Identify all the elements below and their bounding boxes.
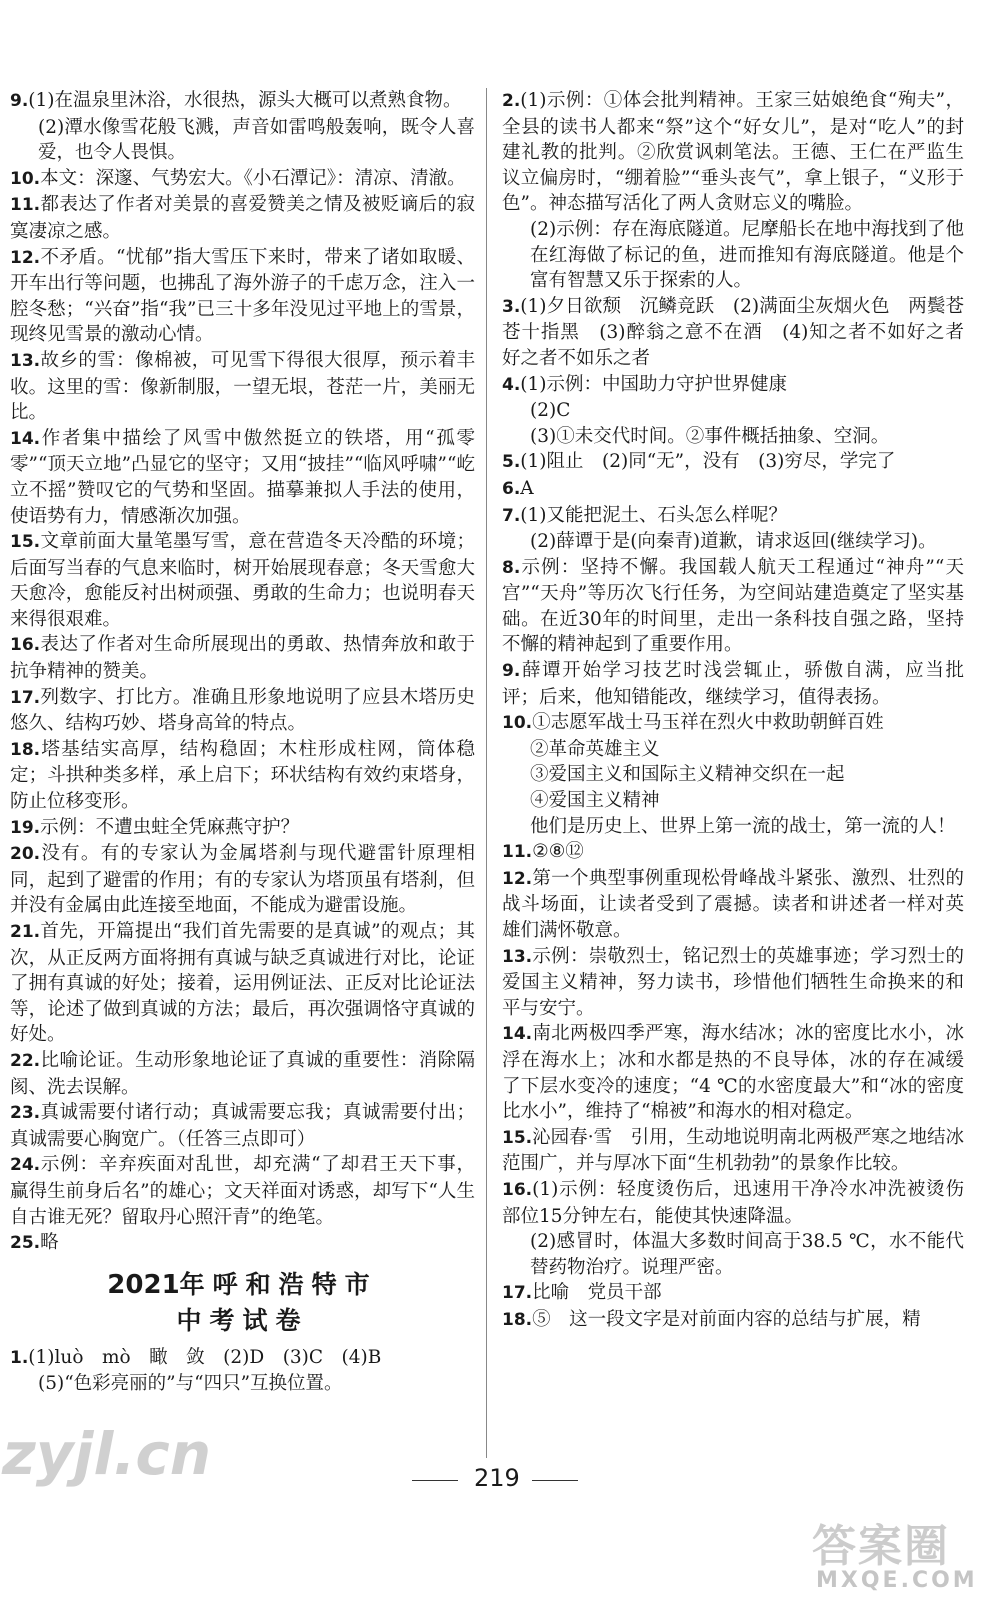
answer-text: 本文：深邃、气势宏大。《小石潭记》：清凉、清澈。 bbox=[40, 167, 466, 189]
answer-text: (1)阻止 (2)同“无”，没有 (3)穷尽，学完了 bbox=[520, 451, 896, 473]
answer-text: (2)C bbox=[530, 400, 571, 422]
section-title-line1 bbox=[10, 1267, 475, 1303]
answer-number: 14. bbox=[10, 428, 41, 449]
answer-text: 都表达了作者对美景的喜爱赞美之情及被贬谪后的寂寞凄凉之感。 bbox=[10, 194, 475, 242]
answer-number: 7. bbox=[502, 505, 521, 526]
answer-text: ⑤ 这一段文字是对前面内容的总结与扩展，精 bbox=[532, 1308, 921, 1330]
answer-number: 12. bbox=[10, 247, 41, 268]
answer-number: 14. bbox=[502, 1024, 533, 1045]
answer-number: 23. bbox=[10, 1103, 41, 1124]
answer-item bbox=[10, 1230, 475, 1257]
answer-text: (1)示例：轻度烫伤后，迅速用干净冷水冲洗被烫伤部位15分钟左右，能使其快速降温。 bbox=[502, 1178, 964, 1227]
answer-text: 略 bbox=[40, 1232, 59, 1254]
answer-item bbox=[502, 944, 964, 1022]
answer-item bbox=[502, 88, 964, 217]
answer-item bbox=[502, 814, 964, 840]
answer-text: (1)示例：①体会批判精神。王家三姑娘绝食“殉夫”，全县的读书人都来“祭”这个“好女儿”，是对“吃人”的封建礼教的批判。②欣赏讽刺笔法。王德、王仁在严监生议立偏房时，“绷着脸”“垂头丧气”，拿上银子，“义形于色”。神态描写活化了两人贪财忘义的嘴脸。 bbox=[502, 90, 964, 215]
left-column bbox=[10, 88, 475, 1397]
answer-number: 6. bbox=[502, 478, 521, 499]
answer-text: 没有。有的专家认为金属塔刹与现代避雷针原理相同，起到了避雷的作用；有的专家认为塔顶虽有塔刹，但并没有金属由此连接至地面，不能成为避雷设施。 bbox=[10, 843, 475, 917]
answer-number: 16. bbox=[10, 635, 41, 656]
watermark-left: zyjl.cn bbox=[2, 1420, 212, 1488]
answer-text: 示例：坚持不懈。我国载人航天工程通过“神舟”“天宫”“天舟”等历次飞行任务，为空间站建造奠定了坚实基础。在近30年的时间里，走出一条科技自强之路，坚持不懈的精神起到了重要作用。 bbox=[502, 556, 964, 656]
answer-text: A bbox=[520, 477, 534, 499]
answer-number: 20. bbox=[10, 844, 41, 865]
right-column bbox=[502, 88, 983, 1334]
answer-text: 首先，开篇提出“我们首先需要的是真诚”的观点；其次，从正反两方面将拥有真诚与缺乏真诚进行对比，论证了拥有真诚的好处；接着，运用例证法、正反对比论证法等，论述了做到真诚的方法；最后，再次强调恪守真诚的好处。 bbox=[10, 921, 475, 1046]
answer-item bbox=[10, 632, 475, 684]
answer-item bbox=[502, 503, 964, 530]
answer-item bbox=[502, 449, 964, 476]
answer-number: 3. bbox=[502, 296, 521, 317]
answer-number: 1. bbox=[10, 1347, 29, 1368]
answer-item bbox=[10, 841, 475, 919]
footer-rule-left bbox=[412, 1480, 458, 1481]
answer-text: (1)在温泉里沐浴，水很热，源头大概可以煮熟食物。 bbox=[28, 90, 462, 111]
answer-text: (2)感冒时，体温大多数时间高于38.5 ℃，水不能代替药物治疗。说理严密。 bbox=[530, 1231, 964, 1278]
answer-number: 16. bbox=[502, 1179, 533, 1200]
answer-number: 22. bbox=[10, 1050, 41, 1071]
answer-item bbox=[502, 1177, 964, 1229]
answer-text: (1)夕日欲颓 沉鳞竞跃 (2)满面尘灰烟火色 两鬓苍苍十指黑 (3)醉翁之意不在酒 (4)知之者不如好之者 好之者不如乐之者 bbox=[502, 295, 983, 369]
answer-item bbox=[10, 1345, 475, 1372]
answer-text: (2)薛谭于是(向秦青)道歉，请求返回(继续学习)。 bbox=[530, 531, 937, 553]
section-year: 2021 bbox=[107, 1269, 180, 1300]
answer-number: 5. bbox=[502, 452, 521, 473]
answer-text: (2)潭水像雪花般飞溅，声音如雷鸣般轰响，既令人喜爱，也令人畏惧。 bbox=[38, 116, 475, 164]
answer-text: 南北两极四季严寒，海水结冰；冰的密度比水小，冰浮在海水上；冰和水都是热的不良导体，冰的存在减缓了下层水变冷的速度；“4 ℃的水密度最大”和“冰的密度比水小”，维持了“棉被”和海水的相对稳定。 bbox=[502, 1023, 964, 1123]
answer-item bbox=[502, 737, 964, 763]
answer-number: 9. bbox=[502, 661, 521, 682]
answer-text: 示例：辛弃疾面对乱世，却充满“了却君王天下事，赢得生前身后名”的雄心；文天祥面对诱惑，却写下“人生自古谁无死？留取丹心照汗青”的绝笔。 bbox=[10, 1154, 475, 1228]
answer-text: (1)luò mò 瞰 敛 (2)D (3)C (4)B bbox=[28, 1346, 382, 1368]
answer-text: (3)①未交代时间。②事件概括抽象、空洞。 bbox=[530, 425, 890, 447]
page-number: 219 bbox=[474, 1464, 520, 1492]
answer-number: 15. bbox=[502, 1127, 533, 1148]
answer-number: 18. bbox=[10, 739, 41, 760]
answer-item bbox=[502, 476, 964, 503]
answer-number: 13. bbox=[502, 946, 533, 967]
answer-text: ②革命英雄主义 bbox=[530, 738, 660, 760]
answer-number: 11. bbox=[10, 195, 41, 216]
answer-item bbox=[502, 658, 964, 710]
answer-text: 列数字、打比方。准确且形象地说明了应县木塔历史悠久、结构巧妙、塔身高耸的特点。 bbox=[10, 686, 475, 735]
answer-item bbox=[502, 762, 964, 788]
answer-number: 19. bbox=[10, 817, 41, 838]
answer-item bbox=[502, 1021, 964, 1124]
answer-number: 17. bbox=[502, 1283, 533, 1304]
answer-item bbox=[502, 372, 964, 399]
watermark-right-en: MXQE.COM bbox=[816, 1568, 978, 1593]
answer-number: 13. bbox=[10, 350, 41, 371]
answer-text: 比喻 党员干部 bbox=[532, 1282, 662, 1304]
answer-item bbox=[502, 1125, 964, 1177]
answer-number: 10. bbox=[502, 713, 533, 734]
section-title-line2: 中考试卷 bbox=[176, 1305, 309, 1335]
answer-item bbox=[10, 1100, 475, 1152]
answer-number: 18. bbox=[502, 1309, 533, 1330]
answer-number: 17. bbox=[10, 687, 41, 708]
answer-number: 12. bbox=[502, 868, 533, 889]
answer-text: 薛谭开始学习技艺时浅尝辄止，骄傲自满，应当批评；后来，他知错能改，继续学习，值得表扬。 bbox=[502, 660, 964, 708]
answer-item bbox=[10, 919, 475, 1048]
answer-item bbox=[502, 529, 964, 555]
answer-item bbox=[10, 529, 475, 632]
answer-number: 8. bbox=[502, 557, 521, 578]
answer-item bbox=[10, 815, 475, 842]
answer-item bbox=[502, 710, 964, 737]
answer-text: 示例：崇敬烈士，铭记烈士的英雄事迹；学习烈士的爱国主义精神，努力读书，珍惜他们牺牲生命换来的和平与安宁。 bbox=[502, 945, 964, 1019]
answer-text: 故乡的雪：像棉被，可见雪下得很大很厚，预示着丰收。这里的雪：像新制服，一望无垠，苍茫一片，美丽无比。 bbox=[10, 349, 475, 424]
answer-item bbox=[10, 88, 475, 115]
answer-text: 表达了作者对生命所展现出的勇敢、热情奔放和敢于抗争精神的赞美。 bbox=[10, 634, 475, 683]
answer-text: (1)示例：中国助力守护世界健康 bbox=[520, 373, 788, 395]
answer-item bbox=[502, 1280, 964, 1307]
answer-item bbox=[502, 866, 964, 944]
answer-text: (2)示例：存在海底隧道。尼摩船长在地中海找到了他在红海做了标记的鱼，进而推知有海底隧道。他是个富有智慧又乐于探索的人。 bbox=[530, 218, 964, 292]
answer-item bbox=[502, 1307, 964, 1334]
answer-item bbox=[502, 217, 964, 294]
answer-text: 作者集中描绘了风雪中傲然挺立的铁塔，用“孤零零”“顶天立地”凸显它的坚守；又用“披挂”“临风呼啸”“屹立不摇”赞叹它的气势和坚固。描摹兼拟人手法的使用，使语势有力，情感渐次加强。 bbox=[10, 427, 475, 527]
watermark-right-cn: 答案圈 bbox=[812, 1521, 950, 1572]
answer-item bbox=[502, 555, 964, 658]
answer-text: 真诚需要付诸行动；真诚需要忘我；真诚需要付出；真诚需要心胸宽广。（任答三点即可） bbox=[10, 1102, 475, 1150]
answer-number: 24. bbox=[10, 1155, 41, 1176]
answer-text: ②⑧⑫ bbox=[532, 841, 584, 863]
answer-text: (1)又能把泥土、石头怎么样呢？ bbox=[520, 504, 788, 526]
answer-item bbox=[10, 426, 475, 529]
column-divider bbox=[486, 88, 487, 1458]
answer-number: 9. bbox=[10, 91, 29, 111]
answer-item bbox=[10, 737, 475, 815]
answer-item bbox=[10, 685, 475, 737]
answer-text: ①志愿军战士马玉祥在烈火中救助朝鲜百姓 bbox=[532, 712, 884, 734]
answer-item bbox=[10, 192, 475, 244]
answer-number: 4. bbox=[502, 374, 521, 395]
answer-text: (5)“色彩亮丽的”与“四只”互换位置。 bbox=[38, 1373, 343, 1395]
answer-number: 10. bbox=[10, 168, 41, 189]
answer-item bbox=[502, 1229, 964, 1280]
section-title bbox=[10, 1267, 475, 1339]
section-title-text: 年呼和浩特市 bbox=[179, 1269, 378, 1299]
answer-text: 沁园春·雪 引用，生动地说明南北两极严寒之地结冰范围广，并与厚冰下面“生机勃勃”的景象作比较。 bbox=[502, 1126, 964, 1175]
answer-item bbox=[10, 115, 475, 166]
answer-item bbox=[502, 294, 983, 372]
answer-item bbox=[502, 398, 964, 424]
answer-item bbox=[502, 788, 964, 814]
answer-number: 25. bbox=[10, 1233, 41, 1254]
answer-text: 文章前面大量笔墨写雪，意在营造冬天冷酷的环境；后面写当春的气息来临时，树开始展现春意；冬天雪愈大天愈冷，愈能反衬出树顽强、勇敢的生命力；也说明春天来得很艰难。 bbox=[10, 531, 475, 630]
answer-item bbox=[10, 1371, 475, 1397]
answer-item bbox=[10, 1152, 475, 1230]
answer-item bbox=[10, 1048, 475, 1100]
footer-rule-right bbox=[532, 1480, 578, 1481]
answer-number: 11. bbox=[502, 842, 533, 863]
answer-text: ④爱国主义精神 bbox=[530, 790, 660, 812]
answer-item bbox=[502, 839, 964, 866]
answer-number: 15. bbox=[10, 532, 41, 553]
watermark-right bbox=[808, 1510, 993, 1598]
answer-text: 塔基结实高厚，结构稳固；木柱形成柱网，筒体稳定；斗拱种类多样，承上启下；环状结构有效约束塔身，防止位移变形。 bbox=[10, 738, 475, 813]
answer-text: 第一个典型事例重现松骨峰战斗紧张、激烈、壮烈的战斗场面，让读者受到了震撼。读者和讲述者一样对英雄们满怀敬意。 bbox=[502, 867, 964, 941]
answer-item bbox=[10, 245, 475, 348]
answer-item bbox=[10, 166, 475, 193]
answer-number: 2. bbox=[502, 91, 521, 111]
answer-text: ③爱国主义和国际主义精神交织在一起 bbox=[530, 764, 845, 786]
answer-text: 不矛盾。“忧郁”指大雪压下来时，带来了诸如取暖、开车出行等问题，也拂乱了海外游子的千虑万念，注入一腔冬愁；“兴奋”指“我”已三十多年没见过平地上的雪景，现终见雪景的激动心情。 bbox=[10, 246, 475, 346]
answer-text: 示例：不遭虫蛀全凭麻燕守护？ bbox=[40, 816, 300, 838]
answer-text: 他们是历史上、世界上第一流的战士，第一流的人！ bbox=[530, 815, 956, 837]
answer-item bbox=[10, 348, 475, 426]
answer-item bbox=[502, 424, 964, 450]
answer-text: 比喻论证。生动形象地论证了真诚的重要性：消除隔阂、洗去误解。 bbox=[10, 1049, 475, 1098]
answer-number: 21. bbox=[10, 922, 41, 942]
